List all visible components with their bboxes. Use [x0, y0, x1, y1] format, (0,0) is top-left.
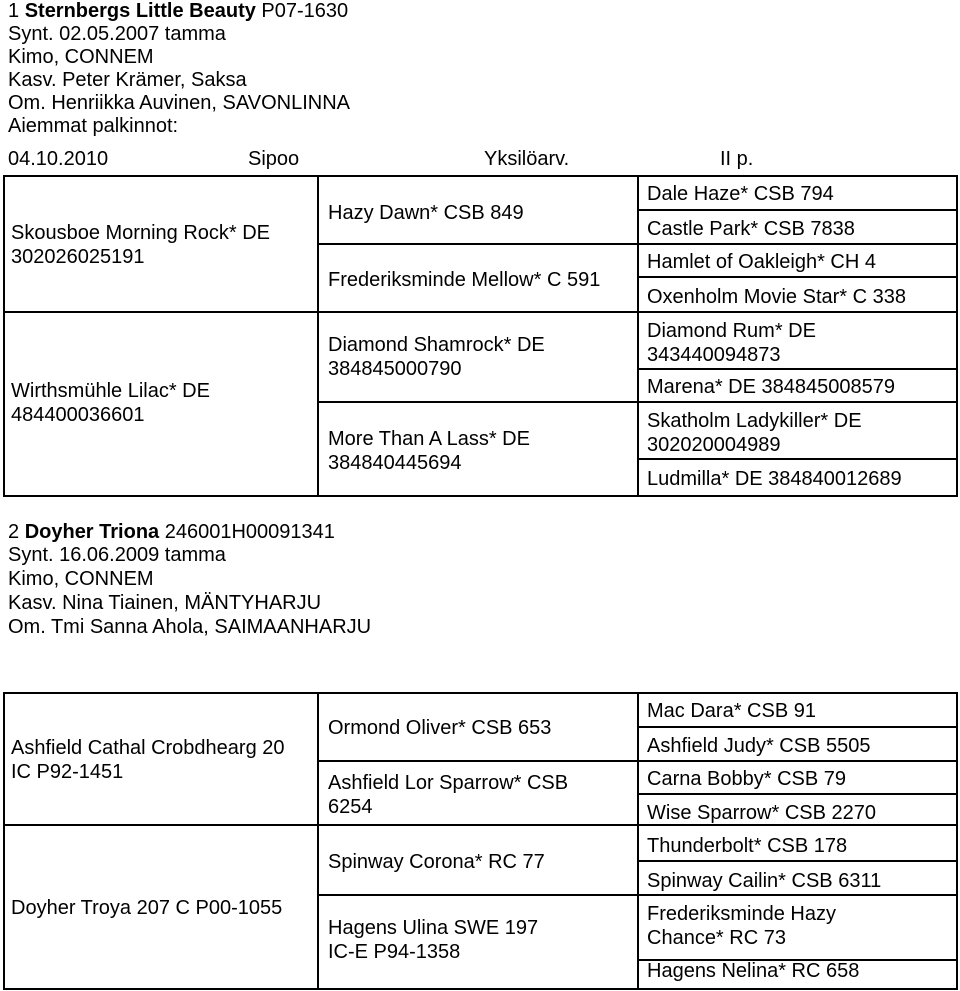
great-grandparent-name: Frederiksminde Hazy	[647, 903, 836, 925]
award-date: 04.10.2010	[8, 148, 109, 170]
pedigree-divider	[637, 793, 956, 795]
dam	[11, 896, 282, 920]
great-grandparent-name: Spinway Cailin* CSB 6311	[647, 870, 882, 892]
pedigree-divider	[5, 311, 956, 313]
great-grandparent-name: Oxenholm Movie Star* C 338	[647, 286, 907, 308]
grandparent-name: Diamond Shamrock* DE	[328, 334, 545, 356]
grandparent	[328, 850, 545, 874]
great-grandparent	[647, 767, 846, 791]
grandparent-reg: 6254	[328, 796, 373, 818]
great-grandparent	[647, 902, 836, 950]
great-grandparent	[647, 375, 895, 399]
dog1-born: Synt. 02.05.2007 tamma	[8, 23, 226, 45]
dog1-name: Sternbergs Little Beauty	[24, 0, 256, 22]
great-grandparent-reg: Chance* RC 73	[647, 927, 786, 949]
dam-name: Doyher Troya 207 C P00-1055	[11, 897, 283, 919]
grandparent-name: Ashfield Lor Sparrow* CSB	[328, 772, 569, 794]
award-show: Yksilöarv.	[484, 148, 570, 170]
award-place: Sipoo	[248, 148, 300, 170]
dog2-title	[8, 521, 335, 544]
grandparent-name: Spinway Corona* RC 77	[328, 851, 545, 873]
pedigree-divider	[317, 243, 956, 245]
pedigree-divider	[317, 401, 956, 403]
great-grandparent-name: Carna Bobby* CSB 79	[647, 768, 847, 790]
pedigree-divider	[637, 458, 956, 460]
great-grandparent-name: Mac Dara* CSB 91	[647, 700, 816, 722]
great-grandparent	[647, 182, 834, 206]
great-grandparent	[647, 699, 816, 723]
award-result: II p.	[720, 148, 754, 170]
grandparent-reg: IC-E P94-1358	[328, 941, 461, 963]
great-grandparent-name: Dale Haze* CSB 794	[647, 183, 834, 205]
grandparent	[328, 716, 551, 740]
pedigree-divider	[637, 726, 956, 728]
pedigree-divider	[317, 760, 956, 762]
dog2-pedigree-table	[3, 692, 958, 990]
sire-reg: 302026025191	[11, 246, 145, 268]
pedigree-divider	[637, 177, 639, 495]
great-grandparent	[647, 959, 859, 983]
grandparent-reg: 384845000790	[328, 358, 462, 380]
dog1-owner: Om. Henriikka Auvinen, SAVONLINNA	[8, 92, 350, 114]
great-grandparent-name: Ashfield Judy* CSB 5505	[647, 735, 871, 757]
great-grandparent	[647, 217, 855, 241]
dog1-title	[8, 0, 348, 23]
great-grandparent	[647, 319, 816, 367]
grandparent	[328, 201, 524, 225]
grandparent-name: More Than A Lass* DE	[328, 428, 530, 450]
dam-reg: 484400036601	[11, 404, 145, 426]
grandparent-name: Hazy Dawn* CSB 849	[328, 202, 524, 224]
grandparent-name: Ormond Oliver* CSB 653	[328, 717, 552, 739]
pedigree-divider	[317, 694, 319, 988]
dog2-color: Kimo, CONNEM	[8, 568, 154, 590]
great-grandparent	[647, 734, 870, 758]
great-grandparent	[647, 409, 862, 457]
great-grandparent-name: Hamlet of Oakleigh* CH 4	[647, 251, 876, 273]
pedigree-divider	[637, 860, 956, 862]
great-grandparent	[647, 467, 902, 491]
dog1-prev-awards-label: Aiemmat palkinnot:	[8, 115, 179, 137]
pedigree-divider	[637, 694, 639, 988]
pedigree-divider	[637, 276, 956, 278]
great-grandparent	[647, 801, 876, 825]
great-grandparent-name: Thunderbolt* CSB 178	[647, 835, 848, 857]
dog2-reg: 246001H00091341	[164, 521, 335, 543]
great-grandparent	[647, 834, 847, 858]
dog1-reg: P07-1630	[261, 0, 349, 22]
great-grandparent	[647, 250, 876, 274]
pedigree-divider	[317, 177, 319, 495]
great-grandparent-name: Hagens Nelina* RC 658	[647, 960, 860, 982]
sire-reg: IC P92-1451	[11, 761, 124, 783]
great-grandparent-name: Castle Park* CSB 7838	[647, 218, 855, 240]
dog1-number: 1	[8, 0, 20, 22]
dog2-number: 2	[8, 521, 20, 543]
great-grandparent	[647, 285, 906, 309]
dog1-pedigree-table	[3, 175, 958, 497]
grandparent	[328, 333, 545, 381]
pedigree-divider	[637, 209, 956, 211]
great-grandparent-name: Wise Sparrow* CSB 2270	[647, 802, 876, 824]
great-grandparent-name: Marena* DE 384845008579	[647, 376, 895, 398]
great-grandparent-reg: 343440094873	[647, 344, 781, 366]
sire-name: Ashfield Cathal Crobdhearg 20	[11, 737, 285, 759]
dog2-name: Doyher Triona	[24, 521, 160, 543]
grandparent-reg: 384840445694	[328, 452, 462, 474]
dog2-born: Synt. 16.06.2009 tamma	[8, 544, 226, 566]
great-grandparent-reg: 302020004989	[647, 434, 781, 456]
sire	[11, 736, 285, 784]
grandparent	[328, 916, 538, 964]
grandparent-name: Hagens Ulina SWE 197	[328, 917, 539, 939]
dog2-owner: Om. Tmi Sanna Ahola, SAIMAANHARJU	[8, 616, 372, 638]
grandparent	[328, 771, 568, 819]
great-grandparent-name: Diamond Rum* DE	[647, 320, 816, 342]
grandparent-name: Frederiksminde Mellow* C 591	[328, 269, 601, 291]
grandparent	[328, 427, 530, 475]
dam-name: Wirthsmühle Lilac* DE	[11, 380, 210, 402]
sire-name: Skousboe Morning Rock* DE	[11, 222, 271, 244]
great-grandparent-name: Ludmilla* DE 384840012689	[647, 468, 902, 490]
dog2-breeder: Kasv. Nina Tiainen, MÄNTYHARJU	[8, 592, 322, 614]
pedigree-divider	[317, 894, 956, 896]
grandparent	[328, 268, 600, 292]
sire	[11, 221, 270, 269]
dog1-breeder: Kasv. Peter Krämer, Saksa	[8, 69, 247, 91]
great-grandparent	[647, 869, 881, 893]
dam	[11, 379, 210, 427]
pedigree-divider	[637, 368, 956, 370]
dog1-color: Kimo, CONNEM	[8, 46, 154, 68]
great-grandparent-name: Skatholm Ladykiller* DE	[647, 410, 862, 432]
